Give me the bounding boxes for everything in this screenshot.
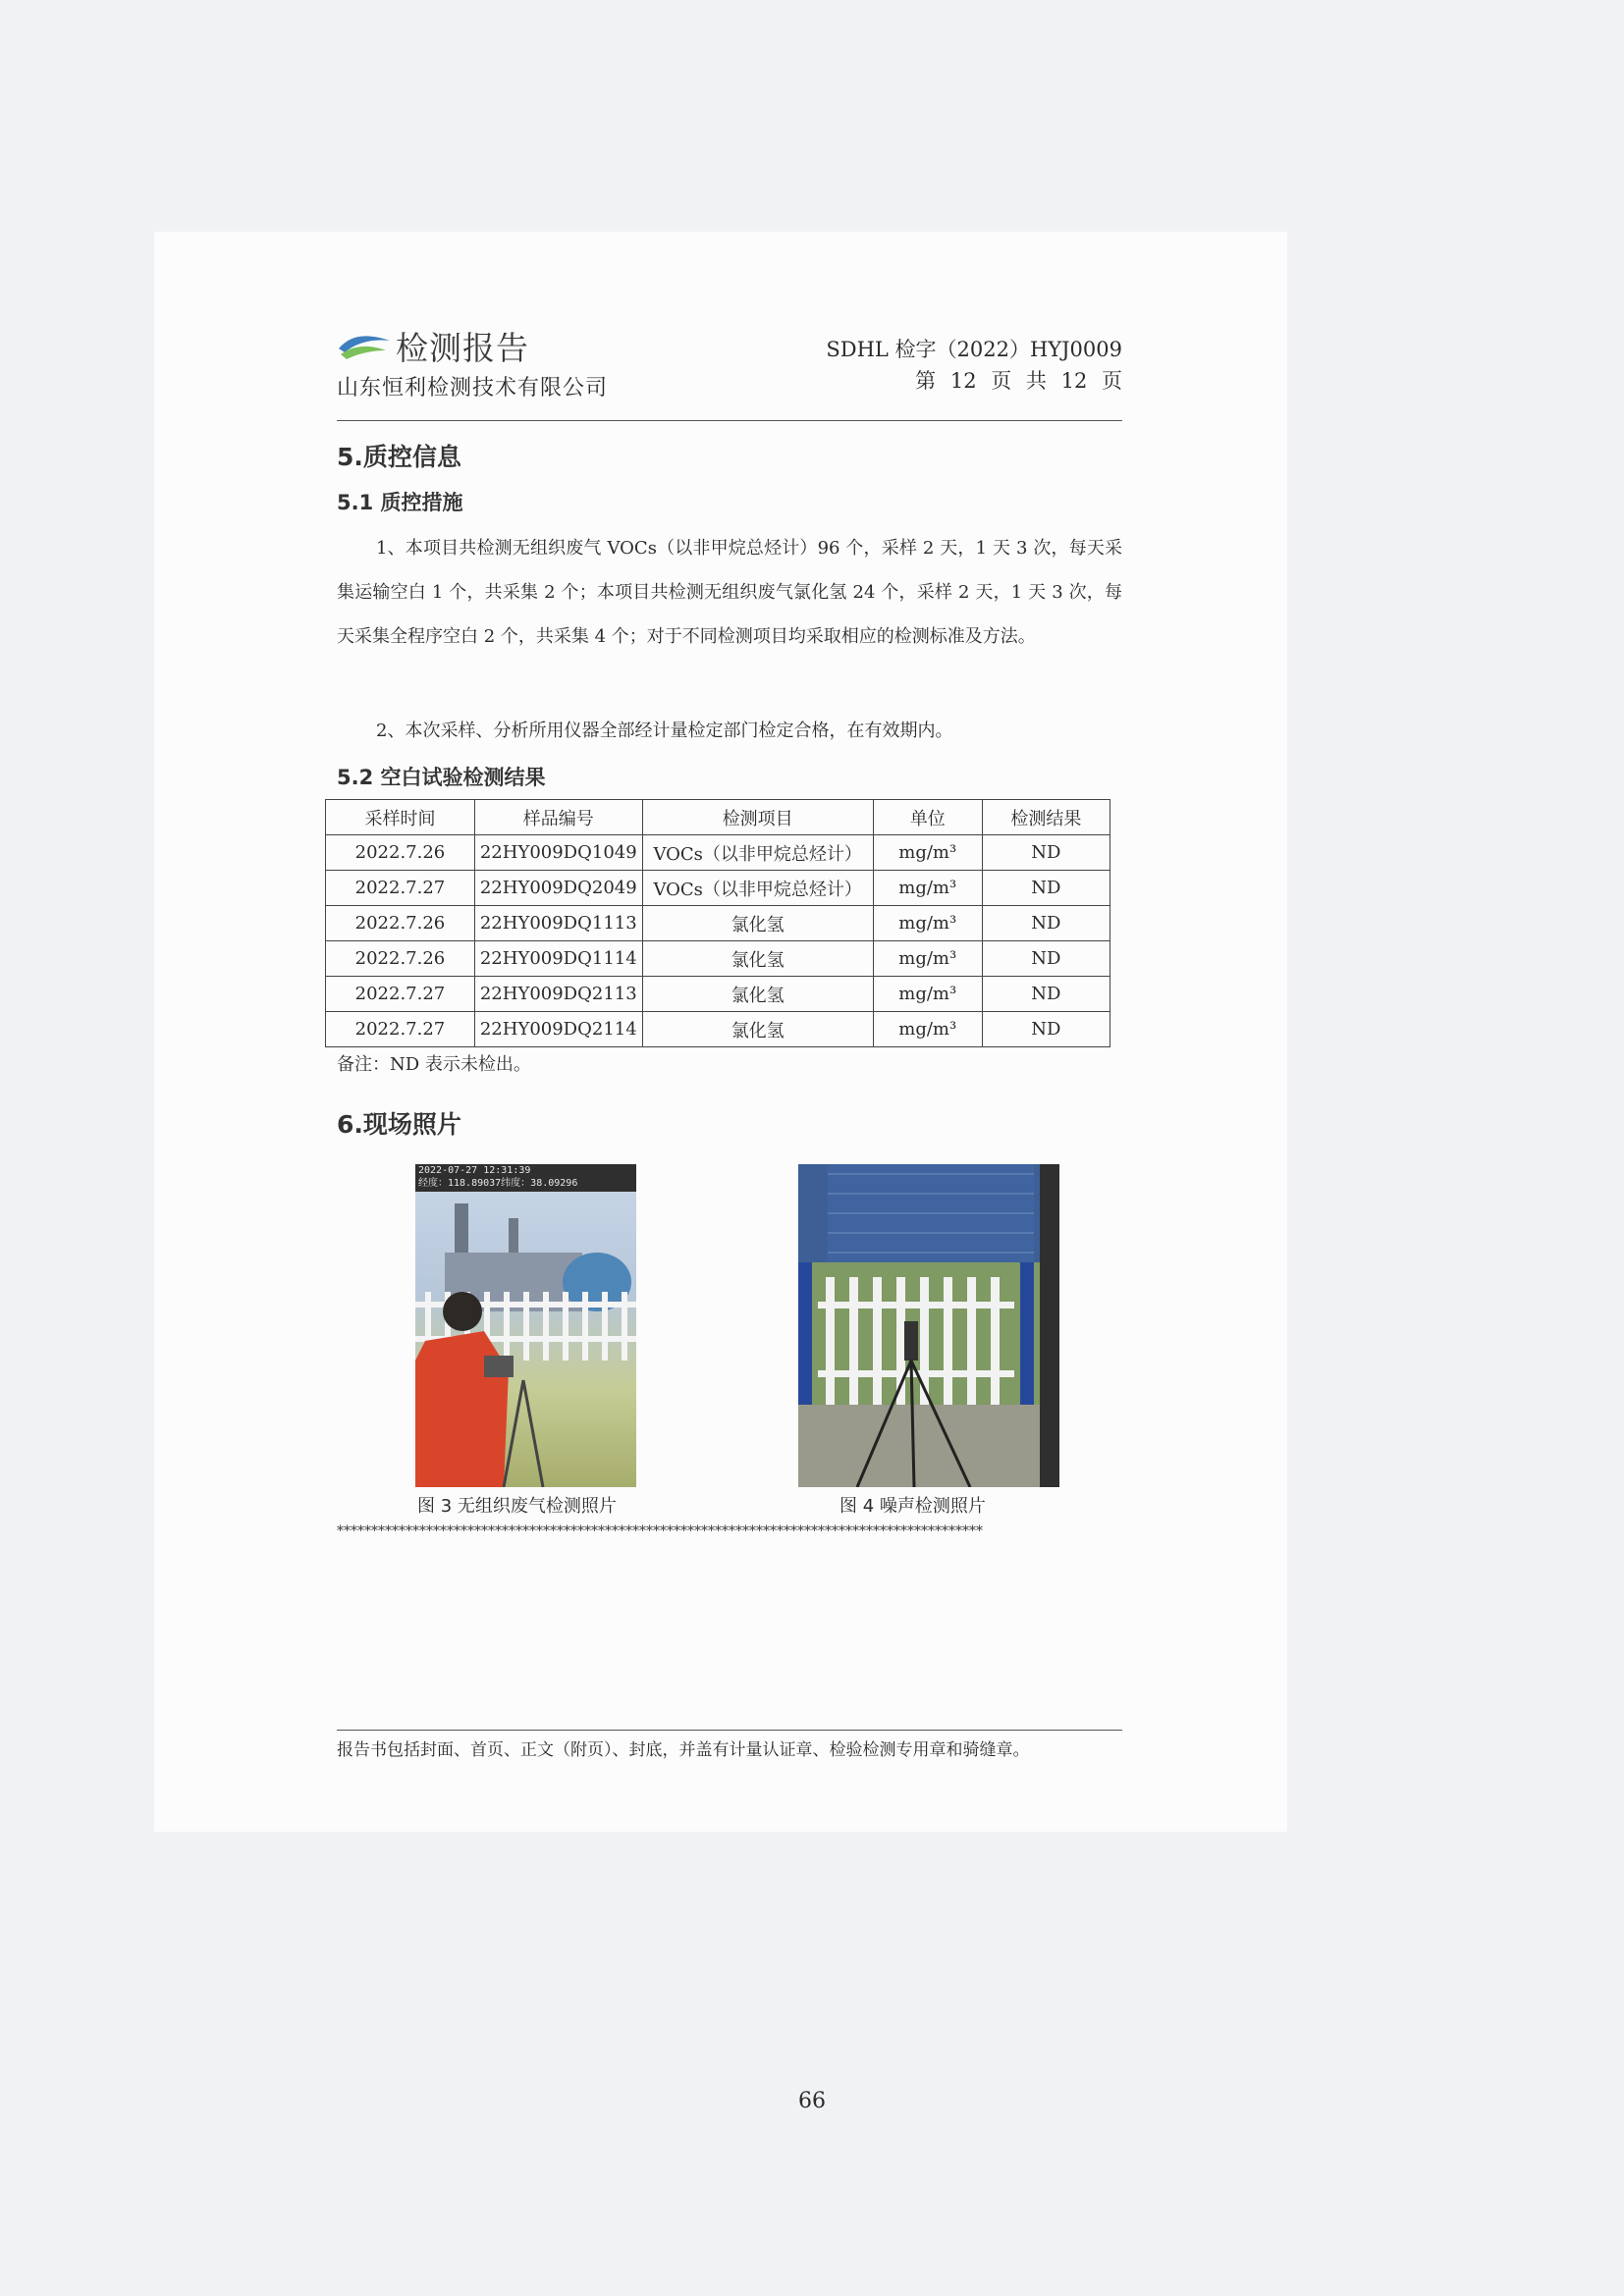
table-cell: 2022.7.26 xyxy=(326,835,475,871)
table-header-row xyxy=(326,800,1110,835)
table-cell: ND xyxy=(982,906,1110,941)
table-cell: 2022.7.26 xyxy=(326,906,475,941)
footer-divider xyxy=(337,1730,1122,1731)
footer-note: 报告书包括封面、首页、正文（附页）、封底，并盖有计量认证章、检验检测专用章和骑缝章。 xyxy=(337,1740,1030,1760)
report-content xyxy=(337,324,1122,1539)
column-header: 样品编号 xyxy=(474,800,642,835)
table-cell: ND xyxy=(982,835,1110,871)
table-cell: 氯化氢 xyxy=(642,977,873,1012)
page-number: 66 xyxy=(798,2089,826,2113)
table-cell: VOCs（以非甲烷总烃计） xyxy=(642,835,873,871)
report-header xyxy=(337,324,1122,432)
table-row xyxy=(326,906,1110,941)
photo-timestamp-time: 2022-07-27 12:31:39 xyxy=(418,1165,531,1176)
photo-caption-2: 图 4 噪声检测照片 xyxy=(839,1496,986,1517)
photo-timestamp-coords: 经度：118.89037纬度：38.09296 xyxy=(418,1178,578,1189)
air-sampling-scene xyxy=(415,1164,636,1487)
table-cell: mg/m³ xyxy=(873,941,982,977)
table-cell: 2022.7.27 xyxy=(326,977,475,1012)
table-cell: ND xyxy=(982,977,1110,1012)
table-cell: 氯化氢 xyxy=(642,906,873,941)
table-cell: 2022.7.27 xyxy=(326,871,475,906)
company-logo-icon xyxy=(337,331,392,360)
table-row xyxy=(326,1012,1110,1047)
table-cell: 22HY009DQ2113 xyxy=(474,977,642,1012)
table-cell: VOCs（以非甲烷总烃计） xyxy=(642,871,873,906)
table-cell: 22HY009DQ2049 xyxy=(474,871,642,906)
section-5-title: 5.质控信息 xyxy=(337,443,461,471)
qc-measures-paragraph-2: 2、本次采样、分析所用仪器全部经计量检定部门检定合格，在有效期内。 xyxy=(376,721,953,741)
logo-row xyxy=(337,324,529,367)
report-sheet xyxy=(154,232,1287,1832)
column-header: 检测项目 xyxy=(642,800,873,835)
table-row xyxy=(326,977,1110,1012)
table-cell: 22HY009DQ1113 xyxy=(474,906,642,941)
page-info: 第 12 页 共 12 页 xyxy=(915,369,1122,393)
column-header: 检测结果 xyxy=(982,800,1110,835)
column-header: 单位 xyxy=(873,800,982,835)
end-of-report-stars: ********************************************************************************************** xyxy=(337,1523,983,1539)
photo-caption-1: 图 3 无组织废气检测照片 xyxy=(417,1496,617,1517)
report-code: SDHL 检字（2022）HYJ0009 xyxy=(826,338,1122,361)
company-name: 山东恒利检测技术有限公司 xyxy=(337,376,609,400)
table-row xyxy=(326,835,1110,871)
header-divider xyxy=(337,420,1122,421)
table-cell: mg/m³ xyxy=(873,906,982,941)
table-cell: 2022.7.27 xyxy=(326,1012,475,1047)
table-row xyxy=(326,941,1110,977)
air-sampling-photo xyxy=(415,1164,636,1487)
table-cell: 22HY009DQ1114 xyxy=(474,941,642,977)
table-cell: 氯化氢 xyxy=(642,941,873,977)
table-cell: mg/m³ xyxy=(873,835,982,871)
noise-measurement-scene xyxy=(798,1164,1059,1487)
table-row xyxy=(326,871,1110,906)
section-5-1-title: 5.1 质控措施 xyxy=(337,491,463,514)
section-5-2-title: 5.2 空白试验检测结果 xyxy=(337,766,546,789)
table-cell: mg/m³ xyxy=(873,871,982,906)
table-cell: 22HY009DQ2114 xyxy=(474,1012,642,1047)
table-cell: 2022.7.26 xyxy=(326,941,475,977)
table-cell: ND xyxy=(982,941,1110,977)
table-cell: mg/m³ xyxy=(873,1012,982,1047)
column-header: 采样时间 xyxy=(326,800,475,835)
table-cell: 22HY009DQ1049 xyxy=(474,835,642,871)
qc-measures-paragraph-1: 1、本项目共检测无组织废气 VOCs（以非甲烷总烃计）96 个，采样 2 天，1 天 3 次，每天采集运输空白 1 个，共采集 2 个；本项目共检测无组织废气氯化氢 24 个，采样 2 天，1 天 3 次，每天采集全程序空白 2 个，共采集 4 个；对于不同检测项目均采取相应的检测标准及方法。 xyxy=(337,538,1122,647)
section-6-title: 6.现场照片 xyxy=(337,1110,461,1139)
blank-test-results-table xyxy=(325,799,1110,1047)
table-cell: ND xyxy=(982,871,1110,906)
table-cell: ND xyxy=(982,1012,1110,1047)
table-cell: mg/m³ xyxy=(873,977,982,1012)
table-note: 备注：ND 表示未检出。 xyxy=(337,1054,531,1075)
table-cell: 氯化氢 xyxy=(642,1012,873,1047)
photo-timestamp-vertical xyxy=(1040,1164,1059,1487)
report-title: 检测报告 xyxy=(396,328,529,367)
noise-measurement-photo xyxy=(798,1164,1059,1487)
